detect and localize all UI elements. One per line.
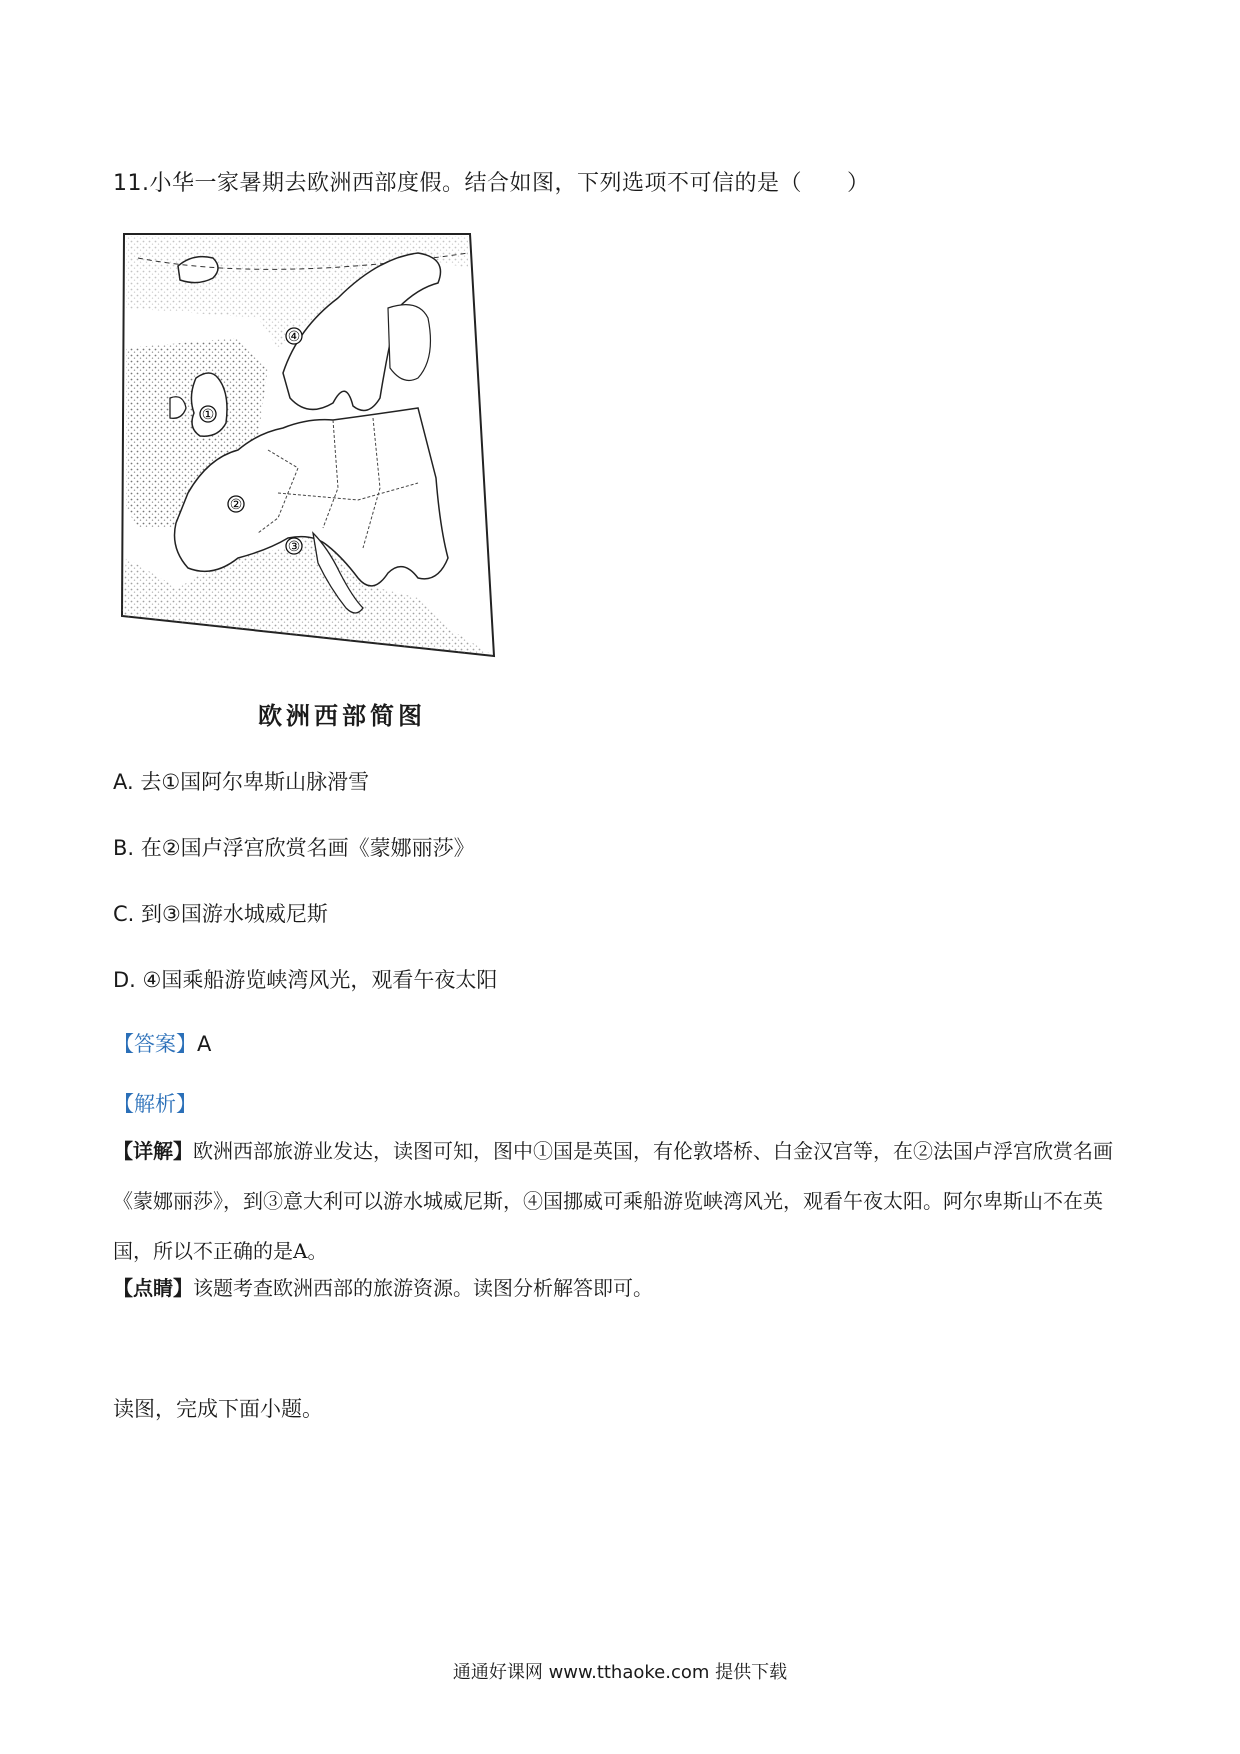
europe-map-figure <box>118 228 504 728</box>
question-title: 11.小华一家暑期去欧洲西部度假。结合如图，下列选项不可信的是（ ） <box>113 171 870 196</box>
option-d: D. ④国乘船游览峡湾风光，观看午夜太阳 <box>113 968 498 992</box>
option-a: A. 去①国阿尔卑斯山脉滑雪 <box>113 770 370 794</box>
map-caption: 欧洲西部简图 <box>258 701 426 730</box>
marker-4: ④ <box>287 329 301 345</box>
marker-2: ② <box>229 497 243 513</box>
answer-tag: 【答案】 <box>113 1032 197 1056</box>
analysis-tag: 【解析】 <box>113 1092 197 1116</box>
next-prompt: 读图，完成下面小题。 <box>113 1397 323 1421</box>
europe-map <box>118 228 504 728</box>
marker-1: ① <box>201 407 215 423</box>
point-text: 该题考查欧洲西部的旅游资源。读图分析解答即可。 <box>193 1276 653 1300</box>
answer-line <box>113 1028 211 1058</box>
page-footer: 通通好课网 www.tthaoke.com 提供下载 <box>452 1662 788 1683</box>
point-tag: 【点睛】 <box>113 1276 193 1300</box>
analysis-point <box>113 1272 653 1301</box>
detail-text: 欧洲西部旅游业发达，读图可知，图中①国是英国，有伦敦塔桥、白金汉宫等，在②法国卢浮宫欣赏名画《蒙娜丽莎》，到③意大利可以游水城威尼斯，④国挪威可乘船游览峡湾风光，观看午夜太阳。阿尔卑斯山不在英国，所以不正确的是A。 <box>113 1139 1113 1263</box>
britain-outline <box>191 373 227 436</box>
answer-value: A <box>197 1032 212 1056</box>
option-b: B. 在②国卢浮宫欣赏名画《蒙娜丽莎》 <box>113 836 475 860</box>
option-c: C. 到③国游水城威尼斯 <box>113 902 328 926</box>
finland-outline <box>388 305 430 381</box>
detail-tag: 【详解】 <box>113 1139 193 1163</box>
analysis-heading <box>113 1088 197 1118</box>
marker-3: ③ <box>287 539 301 555</box>
analysis-detail <box>113 1126 1131 1276</box>
